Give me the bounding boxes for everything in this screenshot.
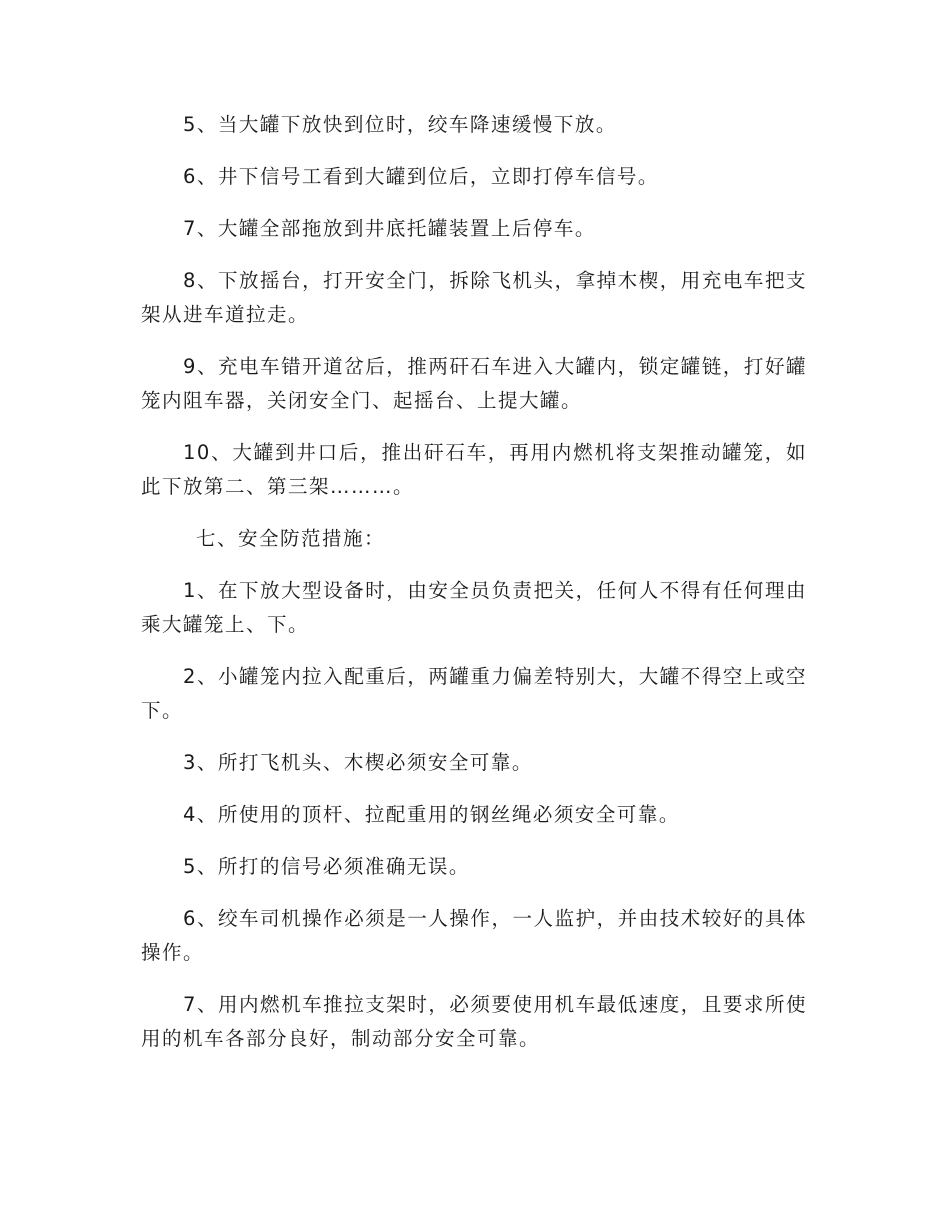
paragraph-step-5: 5、当大罐下放快到位时，绞车降速缓慢下放。 [183,113,617,136]
paragraph-step-10: 10、大罐到井口后，推出矸石车，再用内燃机将支架推动罐笼，如此下放第二、第三架………。 [141,441,807,498]
paragraph-safety-7: 7、用内燃机车推拉支架时，必须要使用机车最低速度，且要求所使用的机车各部分良好，制动部分安全可靠。 [141,993,807,1050]
paragraph-safety-6: 6、绞车司机操作必须是一人操作，一人监护，并由技术较好的具体操作。 [141,907,807,964]
paragraph-safety-3: 3、所打飞机头、木楔必须安全可靠。 [183,751,533,774]
paragraph-safety-2: 2、小罐笼内拉入配重后，两罐重力偏差特别大，大罐不得空上或空下。 [141,665,807,722]
paragraph-safety-4: 4、所使用的顶杆、拉配重用的钢丝绳必须安全可靠。 [183,803,680,826]
paragraph-safety-1: 1、在下放大型设备时，由安全员负责把关，任何人不得有任何理由乘大罐笼上、下。 [141,579,807,636]
paragraph-step-9: 9、充电车错开道岔后，推两矸石车进入大罐内，锁定罐链，打好罐笼内阻车器，关闭安全门、起摇台、上提大罐。 [141,355,807,412]
section-heading-safety-measures: 七、安全防范措施： [196,527,386,550]
paragraph-step-7: 7、大罐全部拖放到井底托罐装置上后停车。 [183,217,596,240]
document-body [141,108,807,1074]
paragraph-step-6: 6、井下信号工看到大罐到位后，立即打停车信号。 [183,165,659,188]
paragraph-safety-5: 5、所打的信号必须准确无误。 [183,855,470,878]
paragraph-step-8: 8、下放摇台，打开安全门，拆除飞机头，拿掉木楔，用充电车把支架从进车道拉走。 [141,269,807,326]
